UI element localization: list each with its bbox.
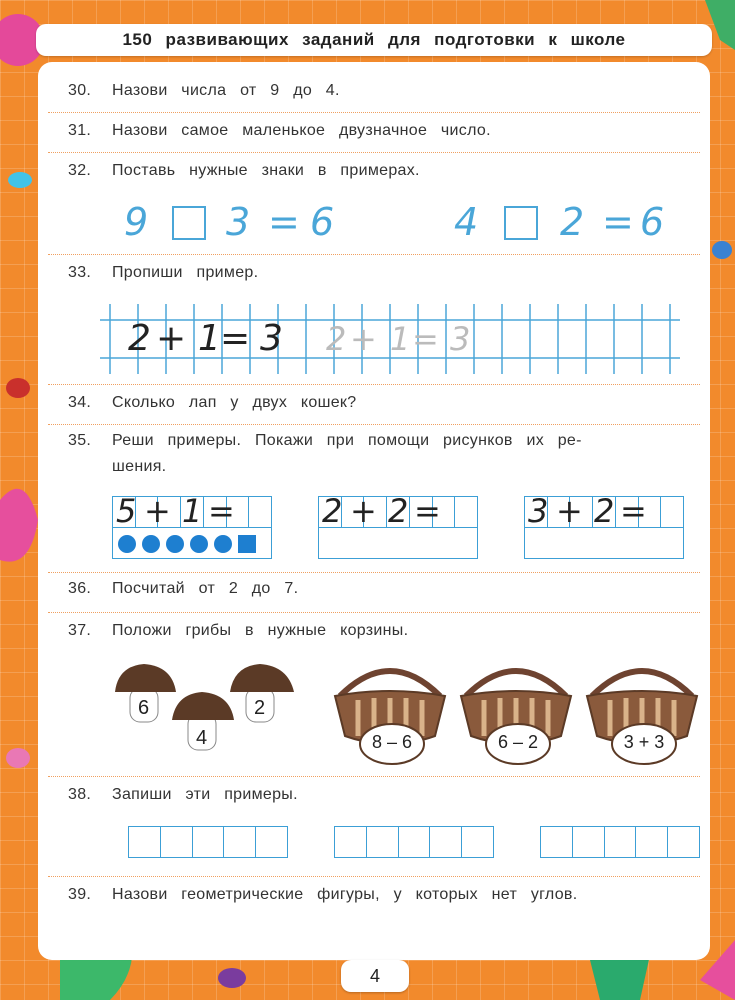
digit: 6: [640, 200, 665, 244]
blue-circle-icon: [166, 535, 184, 553]
answer-cells[interactable]: [540, 826, 700, 858]
task-text: Назови самое маленькое двузначное число.: [112, 122, 491, 139]
equals-sign: =: [602, 200, 634, 244]
answer-cells[interactable]: [128, 826, 288, 858]
digit: 9: [124, 200, 149, 244]
basket-label: 8 – 6: [371, 732, 413, 752]
page-header: 150 развивающих заданий для подготовки к школе: [36, 24, 712, 56]
shape-row: [116, 533, 266, 555]
task-34: [68, 394, 356, 412]
plus-sign: +: [556, 492, 583, 530]
task-33: [68, 264, 258, 282]
task-text: Положи грибы в нужные корзины.: [112, 622, 409, 639]
task-37: [68, 622, 408, 640]
task-39: [68, 886, 577, 904]
basket-label: 6 – 2: [497, 732, 539, 752]
digit: 2: [128, 318, 151, 359]
blue-circle-icon: [118, 535, 136, 553]
equals-sign: =: [414, 492, 441, 530]
digit: 4: [454, 200, 479, 244]
dotted-plus-sign: +: [350, 320, 377, 358]
mushroom-number: 4: [196, 727, 208, 749]
task-text: Реши примеры. Покажи при помощи рисунков их ре-: [112, 432, 582, 449]
task-number: 31.: [68, 122, 92, 139]
equals-sign: =: [220, 318, 251, 359]
equals-sign: =: [268, 200, 300, 244]
task-number: 38.: [68, 786, 92, 803]
page-number: 4: [341, 960, 409, 992]
green-seven-decoration: [590, 955, 650, 1000]
task-text: Посчитай от 2 до 7.: [112, 580, 299, 597]
digit: 3: [528, 492, 549, 530]
blue-square-icon: [238, 535, 256, 553]
dotted-divider: [48, 876, 700, 877]
task-35: [68, 432, 582, 450]
task-text: Сколько лап у двух кошек?: [112, 394, 357, 411]
plus-sign: +: [144, 492, 171, 530]
task-text: Запиши эти примеры.: [112, 786, 298, 803]
digit: 2: [388, 492, 409, 530]
mushroom-number: 2: [254, 697, 266, 719]
answer-cells[interactable]: [334, 826, 494, 858]
task-number: 39.: [68, 886, 92, 903]
dotted-divider: [48, 776, 700, 777]
task-number: 30.: [68, 82, 92, 99]
dotted-divider: [48, 572, 700, 573]
task-number: 37.: [68, 622, 92, 639]
mushroom-number: 6: [138, 697, 150, 719]
digit: 2: [322, 492, 343, 530]
candy-icon: [712, 241, 732, 259]
dotted-divider: [48, 254, 700, 255]
equals-sign: =: [620, 492, 647, 530]
plus-sign: +: [350, 492, 377, 530]
candy-icon: [6, 748, 30, 768]
task-32: [68, 162, 420, 180]
answer-box[interactable]: [504, 206, 538, 240]
digit: 1: [182, 492, 203, 530]
pink-nine-decoration: [0, 489, 38, 562]
task-number: 32.: [68, 162, 92, 179]
candy-icon: [6, 378, 30, 398]
dotted-equals-sign: =: [412, 320, 439, 358]
task-number: 35.: [68, 432, 92, 449]
digit: 3: [260, 318, 283, 359]
task-text: Назови числа от 9 до 4.: [112, 82, 340, 99]
baskets-group: [330, 656, 720, 780]
task-text: Поставь нужные знаки в примерах.: [112, 162, 420, 179]
drawing-area[interactable]: [524, 527, 684, 559]
task-number: 36.: [68, 580, 92, 597]
candy-icon: [8, 172, 32, 188]
answer-box[interactable]: [172, 206, 206, 240]
task-number: 34.: [68, 394, 92, 411]
digit: 3: [226, 200, 251, 244]
dotted-digit: 2: [326, 320, 347, 358]
dotted-digit: 3: [450, 320, 471, 358]
task-38: [68, 786, 298, 804]
task-36: [68, 580, 298, 598]
dotted-divider: [48, 424, 700, 425]
task-31: [68, 122, 491, 140]
basket-label: 3 + 3: [623, 732, 665, 752]
digit: 1: [198, 318, 221, 359]
candy-icon: [218, 968, 246, 988]
dotted-digit: 1: [390, 320, 411, 358]
task-text: Назови геометрические фигуры, у которых нет углов.: [112, 886, 578, 903]
digit: 2: [594, 492, 615, 530]
plus-sign: +: [156, 318, 187, 359]
blue-circle-icon: [190, 535, 208, 553]
dotted-divider: [48, 152, 700, 153]
digit: 2: [560, 200, 585, 244]
dotted-divider: [48, 384, 700, 385]
digit: 5: [116, 492, 137, 530]
dotted-divider: [48, 612, 700, 613]
drawing-area[interactable]: [318, 527, 478, 559]
equals-sign: =: [208, 492, 235, 530]
task-30: [68, 82, 340, 100]
blue-circle-icon: [142, 535, 160, 553]
dotted-divider: [48, 112, 700, 113]
task-35-line-2: шения.: [112, 458, 167, 475]
blue-circle-icon: [214, 535, 232, 553]
digit: 6: [310, 200, 335, 244]
task-text: Пропиши пример.: [112, 264, 259, 281]
task-number: 33.: [68, 264, 92, 281]
